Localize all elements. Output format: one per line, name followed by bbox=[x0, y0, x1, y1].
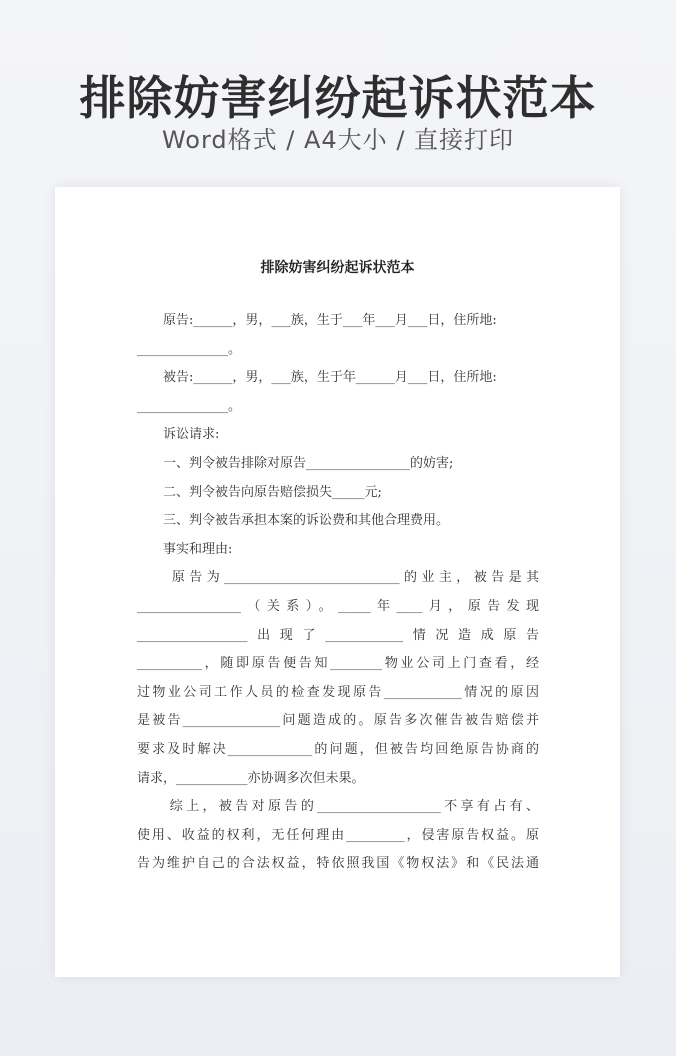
claim-item-2: 二、判令被告向原告赔偿损失_____元; bbox=[137, 484, 382, 500]
facts-paragraph-line: ________________（关系）。_____年____月，原告发现 bbox=[137, 598, 539, 614]
facts-paragraph-line: 要求及时解决_____________的问题，但被告均回绝原告协商的 bbox=[137, 741, 539, 757]
conclusion-paragraph-line: 告为维护自己的合法权益，特依照我国《物权法》和《民法通 bbox=[137, 856, 539, 872]
facts-paragraph-line: _________________出现了____________情况造成原告 bbox=[137, 627, 539, 643]
conclusion-paragraph-line: 使用、收益的权利，无任何理由_________，侵害原告权益。原 bbox=[137, 827, 539, 843]
plaintiff-line: 原告:______，男，___族，生于___年___月___日，住所地: bbox=[137, 313, 497, 328]
facts-paragraph-line: __________，随即原告便告知________物业公司上门查看，经 bbox=[137, 656, 539, 672]
banner-title: 排除妨害纠纷起诉状范本 bbox=[79, 71, 597, 125]
claims-heading: 诉讼请求: bbox=[137, 427, 220, 443]
facts-paragraph-line: 原告为___________________________的业主，被告是其 bbox=[137, 570, 539, 586]
document-title: 排除妨害纠纷起诉状范本 bbox=[260, 260, 415, 276]
facts-paragraph-line: 过物业公司工作人员的检查发现原告____________情况的原因 bbox=[137, 684, 539, 700]
defendant-line: 被告:______，男，___族，生于年______月___日，住所地: bbox=[137, 370, 497, 386]
facts-heading: 事实和理由: bbox=[137, 541, 233, 557]
document-page bbox=[55, 187, 620, 977]
facts-paragraph-line: 请求，___________亦协调多次但未果。 bbox=[137, 770, 365, 786]
banner-subtitle: Word格式 / A4大小 / 直接打印 bbox=[161, 126, 515, 154]
claim-item-1: 一、判令被告排除对原告________________的妨害; bbox=[137, 455, 454, 471]
claim-item-3: 三、判令被告承担本案的诉讼费和其他合理费用。 bbox=[137, 513, 450, 529]
facts-paragraph-line: 是被告_______________问题造成的。原告多次催告被告赔偿并 bbox=[137, 713, 539, 729]
document-body bbox=[137, 307, 539, 879]
conclusion-paragraph-line: 综上，被告对原告的___________________不享有占有、 bbox=[137, 799, 539, 815]
defendant-address-line: ______________。 bbox=[137, 398, 242, 414]
plaintiff-address-line: ______________。 bbox=[137, 341, 242, 357]
